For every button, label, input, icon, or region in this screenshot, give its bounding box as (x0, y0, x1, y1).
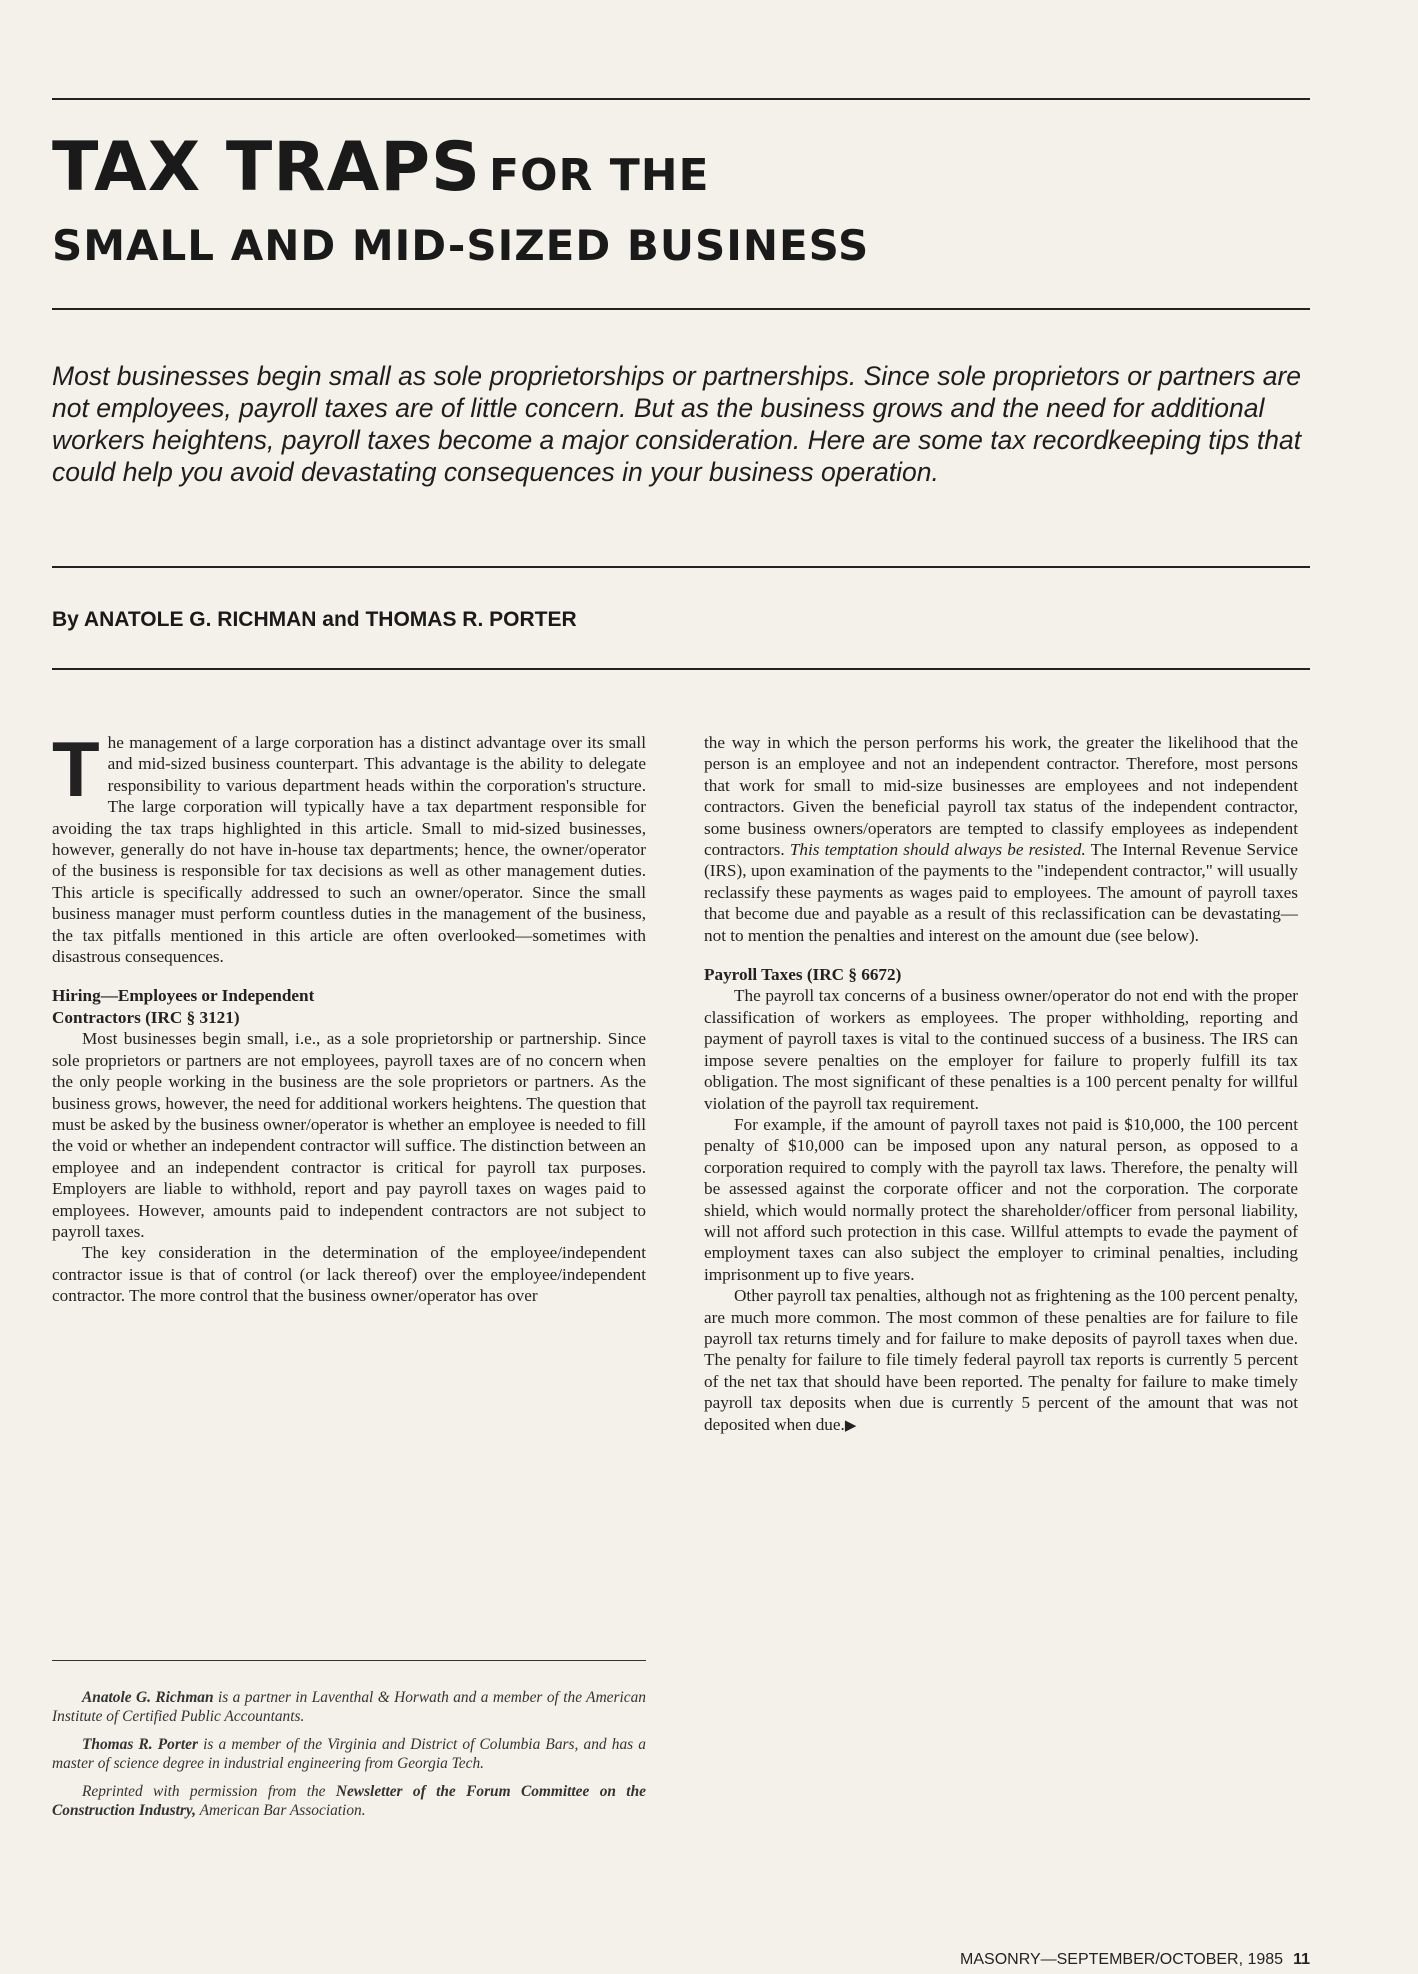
right-paragraph-4-text: Other payroll tax penalties, although not as frightening as the 100 percent penalty, are much more common. The most common of these penalties are for failure to file payroll tax returns timely and for failure to make deposits of payroll taxes when due. The penalty for failure to file timely federal payroll tax reports is currently 5 percent of the net tax that should have been reported. The penalty for failure to make timely payroll tax deposits when due is currently 5 percent of the amount that was not deposited when due. (704, 1286, 1298, 1434)
right-column (704, 732, 1298, 1437)
right-paragraph-3: For example, if the amount of payroll taxes not paid is $10,000, the 100 percent penalty of $10,000 can be imposed upon any natural person, as opposed to a corporation required to comply with the payroll tax laws. Therefore, the penalty will be assessed against the corporate officer and not the corporation. The corporate shield, which would normally protect the shareholder/officer from personal liability, will not afford such protection in this case. Willful attempts to evade the payment of employment taxes can also subject the employer to criminal penalties, including imprisonment up to five years. (704, 1114, 1298, 1284)
page-number: 11 (1293, 1951, 1310, 1968)
title-rule (52, 308, 1310, 310)
section-heading-hiring-line1: Hiring—Employees or Independent (52, 986, 315, 1006)
reprint-publication: Newsletter of the Forum Committee on the Construction Industry, (52, 1782, 646, 1820)
author-notes (52, 1688, 646, 1828)
left-paragraph-2: Most businesses begin small, i.e., as a sole proprietorship or partnership. Since sole proprietors or partners are not employees, payroll taxes are of no concern when the only people working in the business are the sole proprietors or partners. As the business grows, however, the need for additional workers heightens. The question that must be asked by the business owner/operator is whether an employee is needed to fill the void or whether an independent contractor will suffice. The distinction between an employee and an independent contractor is critical for payroll tax purposes. Employers are liable to withhold, report and pay payroll taxes on wages paid to employees. However, amounts paid to independent contractors are not subject to payroll taxes. (52, 1029, 646, 1241)
author-name-porter: Thomas R. Porter (82, 1735, 198, 1753)
article-title-line2: SMALL AND MID-SIZED BUSINESS (52, 221, 870, 270)
section-heading-hiring-line2: Contractors (IRC § 3121) (52, 1007, 240, 1027)
article-deck: Most businesses begin small as sole proprietorships or partnerships. Since sole proprietors or partners are not employees, payroll taxes are of little concern. But as the business grows and the need for additional workers heightens, payroll taxes become a major consideration. Here are some tax recordkeeping tips that could help you avoid devastating consequences in your business operation. (52, 361, 1302, 487)
author-note-porter (52, 1735, 646, 1774)
footer-publication: MASONRY—SEPTEMBER/OCTOBER, 1985 (960, 1951, 1284, 1968)
right-paragraph-1-emphasis: This temptation should always be resisted. (789, 840, 1086, 860)
left-column (52, 725, 646, 1307)
author-name-richman: Anatole G. Richman (82, 1689, 214, 1706)
section-heading-hiring (52, 985, 646, 1028)
author-bio-richman: is a partner in Laventhal & Horwath and a member of the American Institute of Certified Public Accountants. (52, 1689, 646, 1726)
section-heading-payroll: Payroll Taxes (IRC § 6672) (704, 965, 902, 985)
reprint-note (52, 1782, 646, 1821)
reprint-pre: Reprinted with permission from the (82, 1782, 336, 1800)
top-rule (52, 98, 1310, 100)
title-main-text: TAX TRAPS (52, 128, 482, 207)
left-paragraph-3: The key consideration in the determination of the employee/independent contractor issue is that of control (or lack thereof) over the employee/independent contractor. The more control that the business owner/operator has over (52, 1243, 646, 1306)
right-paragraph-4 (704, 1285, 1298, 1437)
continue-arrow-icon: ▶ (844, 1417, 857, 1434)
reprint-post: American Bar Association. (196, 1802, 366, 1820)
article-title (52, 126, 710, 218)
byline: By ANATOLE G. RICHMAN and THOMAS R. PORTER (52, 608, 577, 631)
author-note-richman (52, 1688, 646, 1727)
title-main-sub: FOR THE (489, 150, 710, 201)
left-paragraph-1: The management of a large corporation has a distinct advantage over its small and mid-sized business counterpart. This advantage is the ability to delegate responsibility to various department heads within the corporation's structure. The large corporation will typically have a tax department responsible for avoiding the tax traps highlighted in this article. Small to mid-sized businesses, however, generally do not have in-house tax departments; hence, the owner/operator of the business is responsible for tax decisions as well as other management duties. This article is specifically addressed to such an owner/operator. Since the small business manager must perform countless duties in the management of the business, the tax pitfalls mentioned in this article are often overlooked—sometimes with disastrous consequences. (52, 725, 646, 967)
deck-rule (52, 566, 1310, 568)
right-paragraph-1-b: The Internal Revenue Service (IRS), upon examination of the payments to the "independent contractor," will usually reclassify these payments as wages paid to employees. The amount of payroll taxes that become due and payable as a result of this reclassification can be devastating—not to mention the penalties and interest on the amount due (see below). (704, 840, 1298, 945)
author-bio-porter: is a member of the Virginia and District of Columbia Bars, and has a master of science degree in industrial engineering from Georgia Tech. (52, 1735, 646, 1773)
byline-rule (52, 668, 1310, 670)
right-paragraph-1 (704, 732, 1298, 946)
notes-rule (52, 1660, 646, 1661)
right-paragraph-2: The payroll tax concerns of a business owner/operator do not end with the proper classification of workers as employees. The proper withholding, reporting and payment of payroll taxes is vital to the continued success of a business. The IRS can impose severe penalties on the employer for failure to properly fulfill its tax obligation. The most significant of these penalties is a 100 percent penalty for willful violation of the payroll tax requirement. (704, 986, 1298, 1113)
right-paragraph-1-a: the way in which the person performs his work, the greater the likelihood that the person is an employee and not an independent contractor. Therefore, most persons that work for small to mid-size businesses are employees and not independent contractors. Given the beneficial payroll tax status of the independent contractor, some business owners/operators are tempted to classify employees as independent contractors. (704, 733, 1298, 860)
page-footer (960, 1950, 1310, 1970)
